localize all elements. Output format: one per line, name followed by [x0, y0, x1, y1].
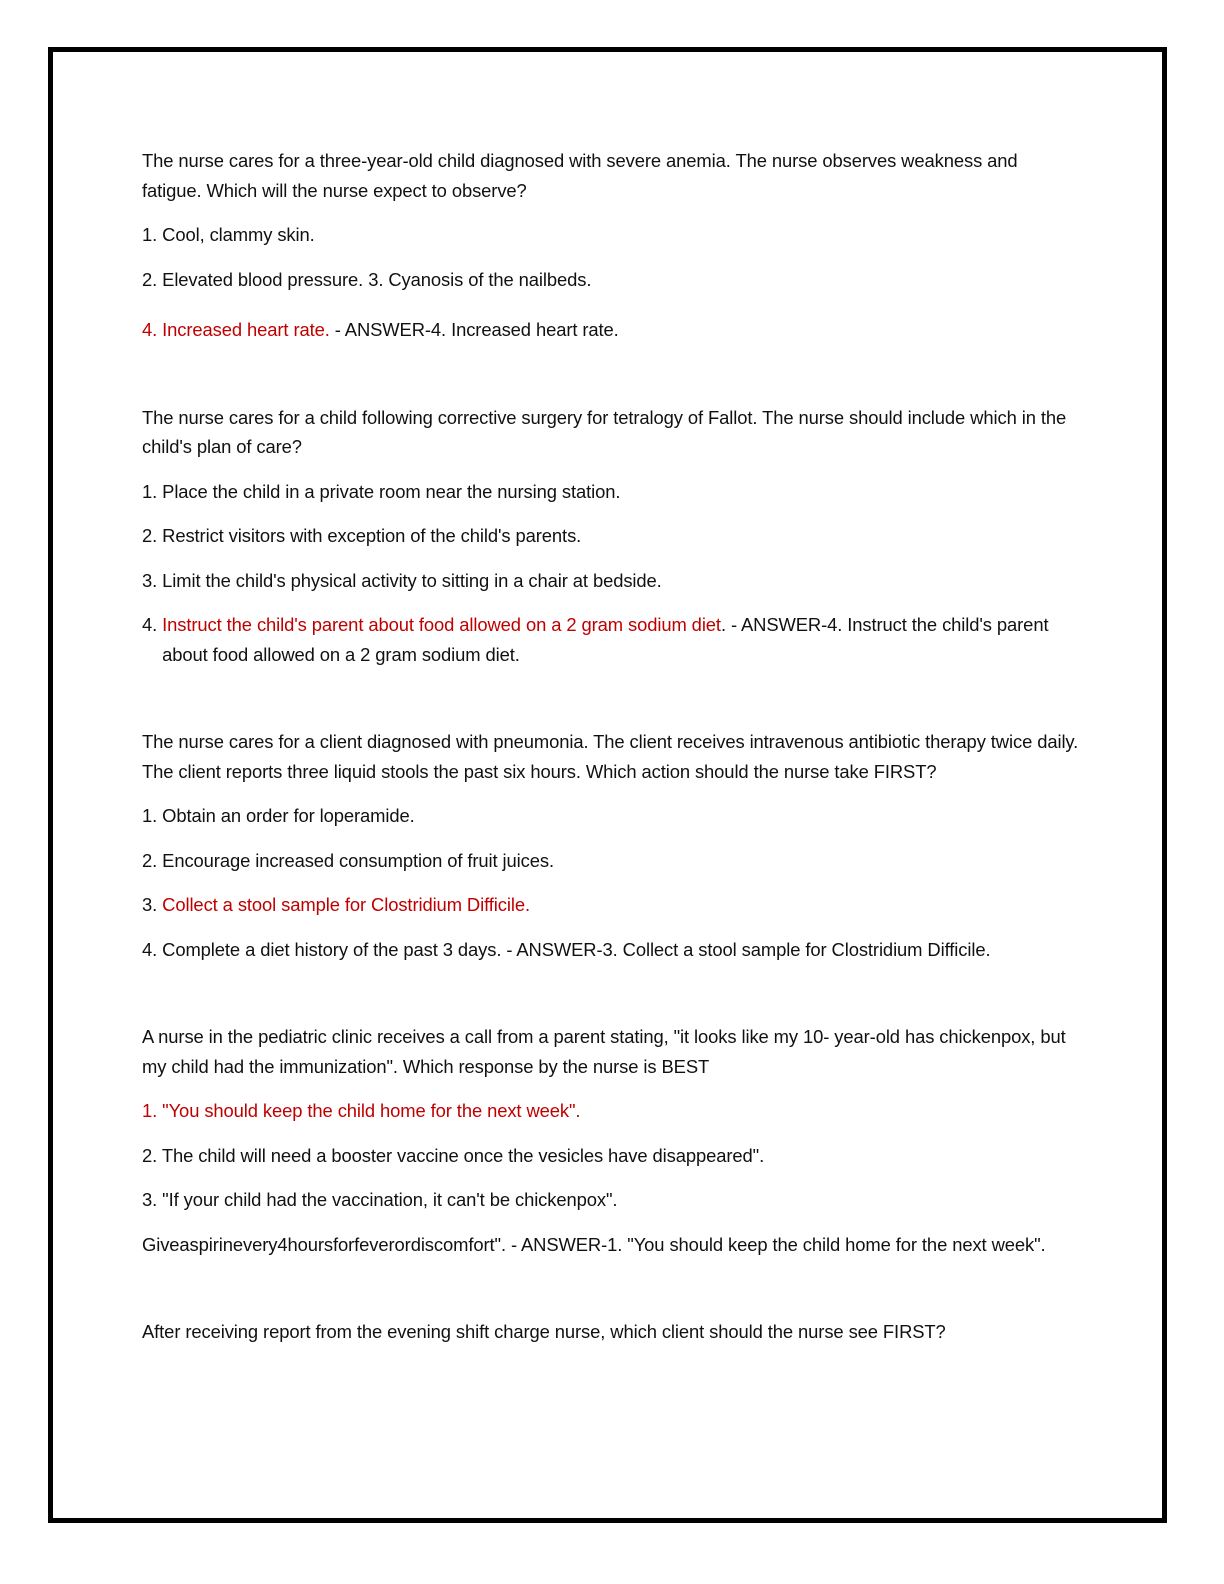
option-2: 2. The child will need a booster vaccine once the vesicles have disappeared". — [142, 1144, 765, 1166]
question-2 — [142, 403, 1082, 670]
option-number: 4. — [142, 614, 163, 635]
answer-text: . - ANSWER-4. Instruct the child's parent about food allowed on a 2 gram sodium diet. — [162, 614, 1049, 665]
question-stem: The nurse cares for a child following corrective surgery for tetralogy of Fallot. The nurse should include which in the child's plan of care? — [142, 406, 1067, 457]
option-2: 2. Restrict visitors with exception of the child's parents. — [142, 525, 582, 546]
correct-option: Instruct the child's parent about food allowed on a 2 gram sodium diet — [162, 614, 721, 635]
correct-option: "You should keep the child home for the next week". — [162, 1100, 581, 1121]
question-stem: The nurse cares for a three-year-old child diagnosed with severe anemia. The nurse observes weakness and fatigue. Which will the nurse expect to observe? — [142, 150, 1018, 201]
question-stem: The nurse cares for a client diagnosed with pneumonia. The client receives intravenous antibiotic therapy twice daily. The client reports three liquid stools the past six hours. Which action should the nurse take FIRST? — [142, 731, 1079, 782]
correct-option: Collect a stool sample for Clostridium Difficile. — [162, 894, 530, 915]
document-body — [142, 146, 1082, 1347]
answer-body — [162, 610, 1082, 669]
option-1: 1. Place the child in a private room near the nursing station. — [142, 480, 621, 502]
answer-text: - ANSWER-4. Increased heart rate. — [329, 319, 619, 340]
question-4 — [142, 1022, 1082, 1259]
answer-line — [142, 315, 1082, 345]
correct-option: 4. Increased heart rate. — [142, 319, 330, 340]
answer-line — [142, 610, 1082, 669]
question-3 — [142, 727, 1082, 964]
correct-option-line — [142, 1096, 1082, 1126]
option-2-3: 2. Elevated blood pressure. 3. Cyanosis of the nailbeds. — [142, 268, 592, 290]
option-3: 3. "If your child had the vaccination, it can't be chickenpox". — [142, 1189, 618, 1210]
option-2: 2. Encourage increased consumption of fruit juices. — [142, 849, 554, 871]
option-1: 1. Cool, clammy skin. — [142, 224, 315, 245]
answer-line: 4. Complete a diet history of the past 3 days. - ANSWER-3. Collect a stool sample for Clostridium Difficile. — [142, 938, 991, 960]
question-1 — [142, 146, 1082, 345]
option-1: 1. Obtain an order for loperamide. — [142, 805, 415, 826]
question-stem: After receiving report from the evening shift charge nurse, which client should the nurse see FIRST? — [142, 1321, 946, 1342]
option-number: 3. — [142, 894, 163, 915]
question-5 — [142, 1317, 1082, 1347]
option-number: 1. — [142, 1100, 163, 1121]
correct-option-line — [142, 890, 1082, 920]
answer-line: Giveaspirinevery4hoursforfeverordiscomfort". - ANSWER-1. "You should keep the child home for the next week". — [142, 1233, 1046, 1255]
question-stem: A nurse in the pediatric clinic receives a call from a parent stating, "it looks like my 10- year-old has chickenpox, but my child had the immunization". Which response by the nurse is BEST — [142, 1026, 1066, 1077]
option-3: 3. Limit the child's physical activity to sitting in a chair at bedside. — [142, 569, 662, 591]
